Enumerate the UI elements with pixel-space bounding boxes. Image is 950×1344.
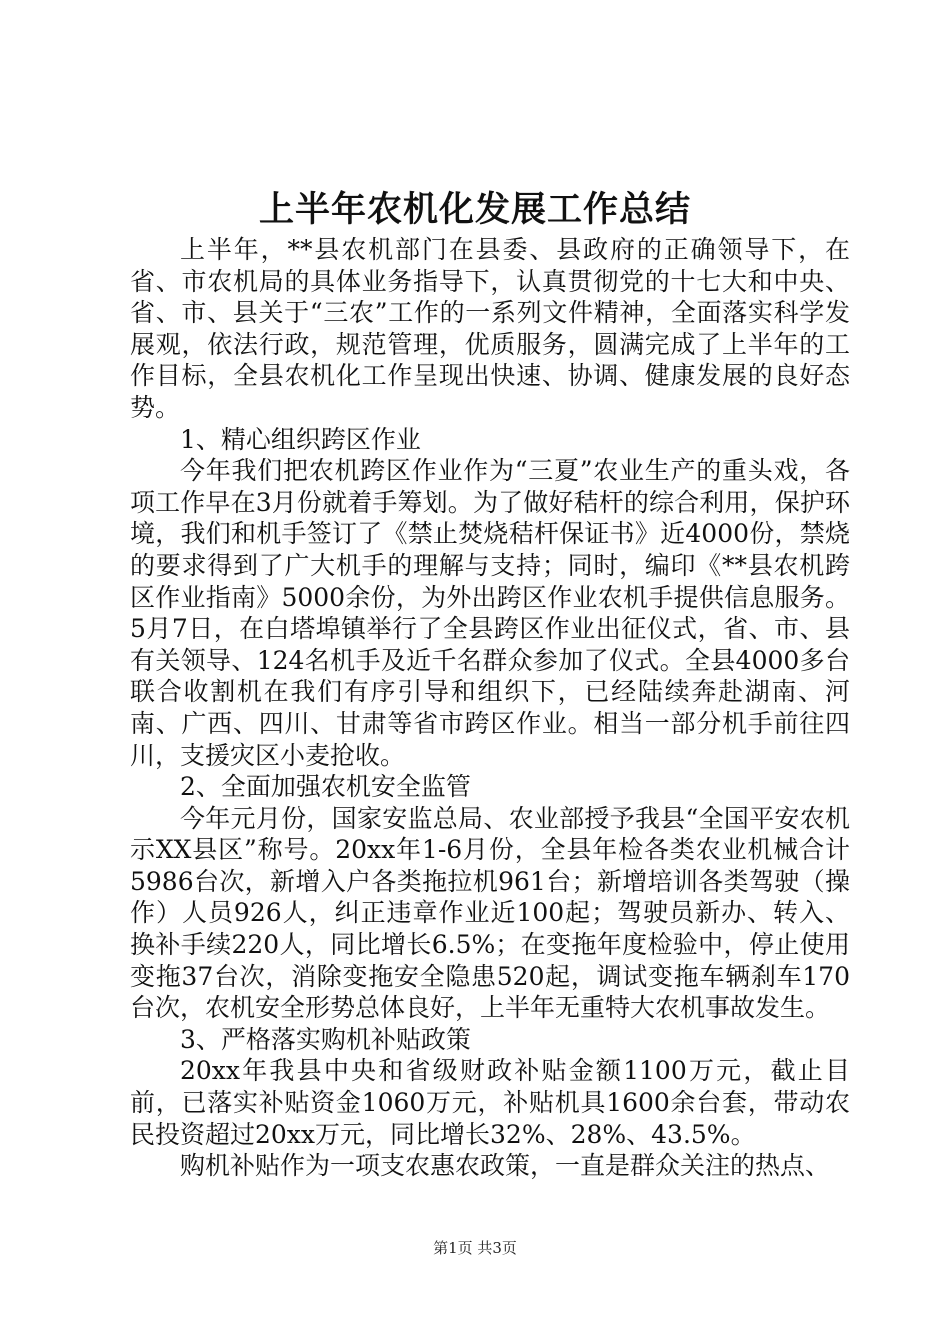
section-heading-3: 3、严格落实购机补贴政策 <box>180 1024 471 1054</box>
paragraph-section-1: 今年我们把农机跨区作业作为“三夏”农业生产的重头戏，各项工作早在3月份就着手筹划。为了做好秸杆的综合利用，保护环境，我们和机手签订了《禁止焚烧秸杆保证书》近4000份，禁烧的要求得到了广大机手的理解与支持；同时，编印《**县农机跨区作业指南》5000余份，为外出跨区作业农机手提供信息服务。5月7日，在白塔埠镇举行了全县跨区作业出征仪式，省、市、县有关领导、124名机手及近千名群众参加了仪式。全县4000多台联合收割机在我们有序引导和组织下，已经陆续奔赴湖南、河南、广西、四川、甘肃等省市跨区作业。相当一部分机手前往四川，支援灾区小麦抢收。 <box>130 456 850 770</box>
paragraph-section-3-continued: 购机补贴作为一项支农惠农政策，一直是群众关注的热点、 <box>180 1151 831 1181</box>
paragraph-intro: 上半年，**县农机部门在县委、县政府的正确领导下，在省、市农机局的具体业务指导下，认真贯彻党的十七大和中央、省、市、县关于“三农”工作的一系列文件精神，全面落实科学发展观，依法行政，规范管理，优质服务，圆满完成了上半年的工作目标，全县农机化工作呈现出快速、协调、健康发展的良好态势。 <box>130 235 850 422</box>
paragraph-section-3: 20xx年我县中央和省级财政补贴金额1100万元，截止目前，已落实补贴资金1060万元，补贴机具1600余台套，带动农民投资超过20xx万元，同比增长32%、28%、43.5%。 <box>130 1056 850 1149</box>
paragraph-section-2: 今年元月份，国家安监总局、农业部授予我县“全国平安农机示XX县区”称号。20xx年1-6月份，全县年检各类农业机械合计5986台次，新增入户各类拖拉机961台；新增培训各类驾驶（操作）人员926人，纠正违章作业近100起；驾驶员新办、转入、换补手续220人，同比增长6.5%；在变拖年度检验中，停止使用变拖37台次，消除变拖安全隐患520起，调试变拖车辆刹车170台次，农机安全形势总体良好，上半年无重特大农机事故发生。 <box>130 803 850 1023</box>
section-heading-2: 2、全面加强农机安全监管 <box>180 772 471 802</box>
document-body <box>130 234 850 1182</box>
section-heading-1: 1、精心组织跨区作业 <box>180 424 421 454</box>
document-title: 上半年农机化发展工作总结 <box>258 190 691 230</box>
page-number-footer: 第1页 共3页 <box>433 1239 517 1257</box>
